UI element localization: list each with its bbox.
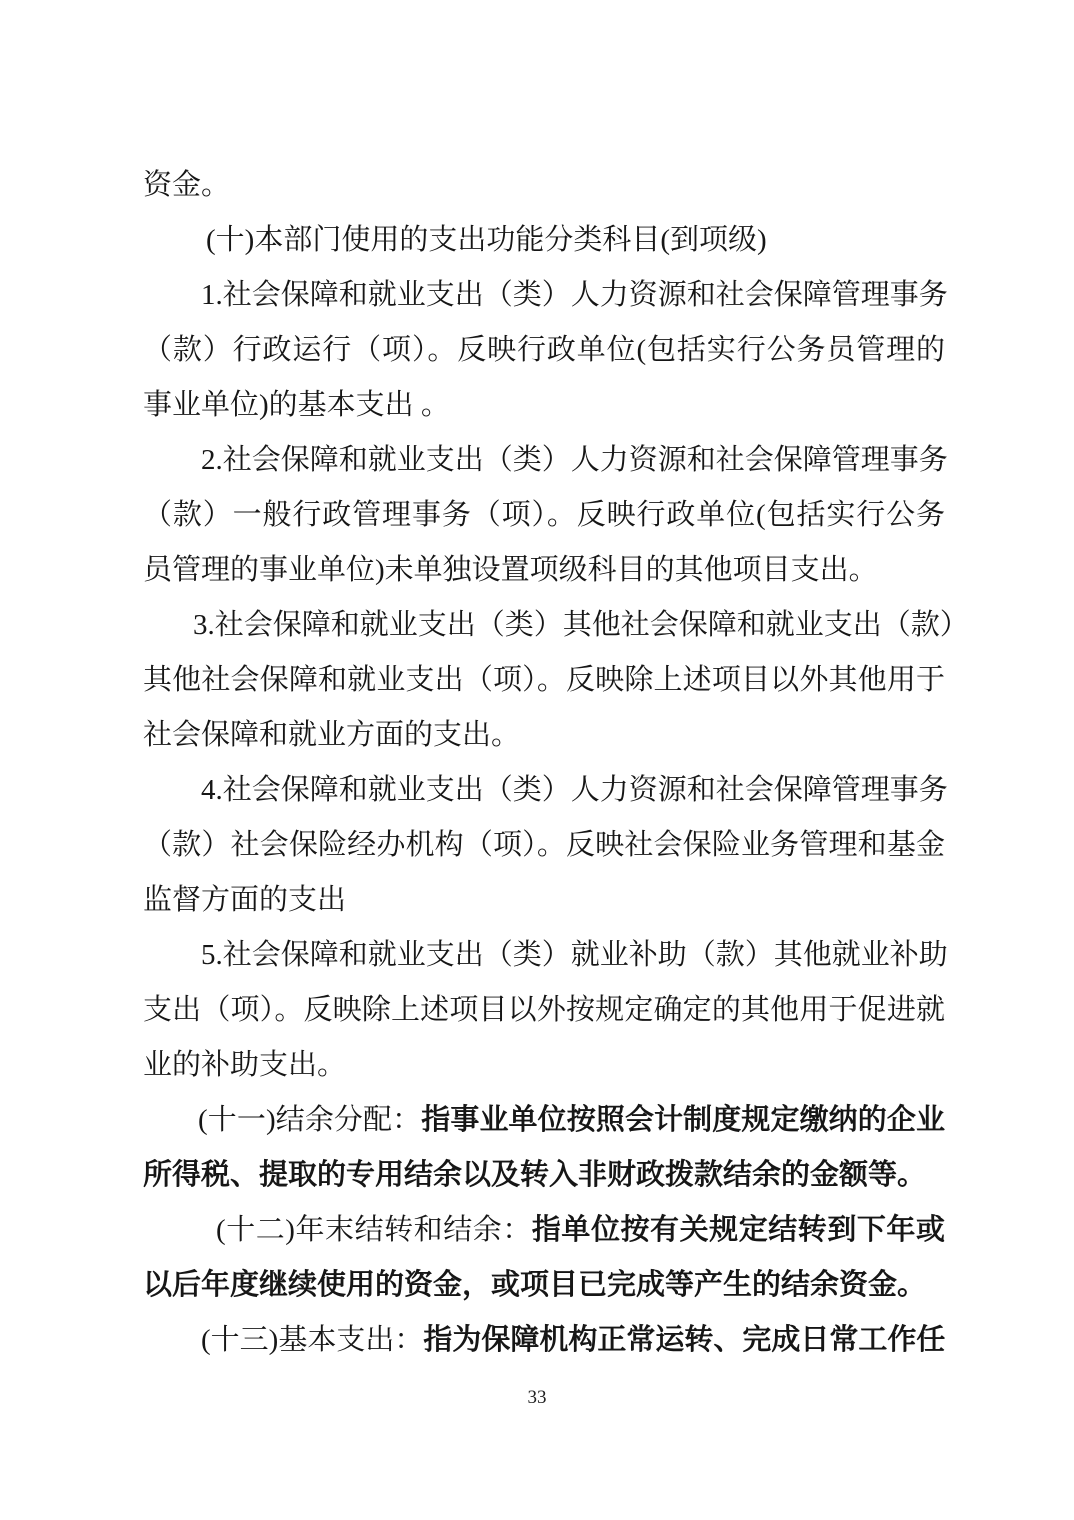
text-segment: 社会保障和就业方面的支出。 bbox=[143, 719, 521, 751]
text-segment: 2.社会保障和就业支出（类）人力资源和社会保障管理事务 bbox=[201, 444, 948, 476]
text-segment: 5.社会保障和就业支出（类）就业补助（款）其他就业补助 bbox=[201, 939, 948, 971]
text-line bbox=[143, 158, 945, 213]
text-segment: 3.社会保障和就业支出（类）其他社会保障和就业支出（款） bbox=[193, 609, 969, 641]
document-body bbox=[143, 158, 969, 1368]
text-line bbox=[143, 268, 948, 323]
text-line bbox=[143, 708, 945, 763]
text-line bbox=[143, 543, 945, 598]
text-line bbox=[143, 433, 948, 488]
text-segment: 支出（项）。反映除上述项目以外按规定确定的其他用于促进就 bbox=[143, 994, 945, 1026]
text-line bbox=[143, 818, 945, 873]
text-segment: 指为保障机构正常运转、完成日常工作任 bbox=[423, 1324, 946, 1356]
text-line bbox=[143, 1313, 945, 1368]
text-line bbox=[143, 1038, 945, 1093]
text-line bbox=[143, 1203, 945, 1258]
text-line bbox=[143, 983, 945, 1038]
text-line bbox=[143, 323, 945, 378]
page-number: 33 bbox=[527, 1387, 547, 1408]
text-segment: （款）行政运行（项）。反映行政单位(包括实行公务员管理的 bbox=[143, 334, 945, 366]
text-segment: (十)本部门使用的支出功能分类科目(到项级) bbox=[206, 224, 767, 256]
text-line bbox=[143, 1258, 945, 1313]
text-line bbox=[143, 598, 969, 653]
text-segment: 指单位按有关规定结转到下年或 bbox=[531, 1214, 945, 1246]
text-segment: 1.社会保障和就业支出（类）人力资源和社会保障管理事务 bbox=[201, 279, 948, 311]
text-segment: 业的补助支出。 bbox=[143, 1049, 347, 1081]
text-line bbox=[143, 1093, 945, 1148]
text-line bbox=[143, 873, 945, 928]
text-segment: （款）一般行政管理事务（项）。反映行政单位(包括实行公务 bbox=[143, 499, 945, 531]
text-segment: 资金。 bbox=[143, 169, 231, 201]
text-line bbox=[143, 378, 945, 433]
text-line bbox=[143, 1148, 945, 1203]
text-segment: (十二)年末结转和结余： bbox=[216, 1214, 532, 1246]
text-line bbox=[143, 653, 945, 708]
text-segment: 事业单位)的基本支出 。 bbox=[143, 389, 450, 421]
text-segment: 所得税、提取的专用结余以及转入非财政拨款结余的金额等。 bbox=[143, 1159, 927, 1191]
text-line bbox=[143, 213, 945, 268]
text-segment: （款）社会保险经办机构（项）。反映社会保险业务管理和基金 bbox=[143, 829, 945, 861]
text-line bbox=[143, 928, 948, 983]
text-line bbox=[143, 488, 945, 543]
text-segment: 4.社会保障和就业支出（类）人力资源和社会保障管理事务 bbox=[201, 774, 948, 806]
text-segment: 员管理的事业单位)未单独设置项级科目的其他项目支出。 bbox=[143, 554, 878, 586]
text-line bbox=[143, 763, 948, 818]
text-segment: 其他社会保障和就业支出（项）。反映除上述项目以外其他用于 bbox=[143, 664, 945, 696]
text-segment: 监督方面的支出 bbox=[143, 884, 347, 916]
text-segment: (十一)结余分配： bbox=[198, 1104, 422, 1136]
text-segment: 以后年度继续使用的资金，或项目已完成等产生的结余资金。 bbox=[143, 1269, 927, 1301]
text-segment: 指事业单位按照会计制度规定缴纳的企业 bbox=[421, 1104, 945, 1136]
text-segment: (十三)基本支出： bbox=[201, 1324, 424, 1356]
